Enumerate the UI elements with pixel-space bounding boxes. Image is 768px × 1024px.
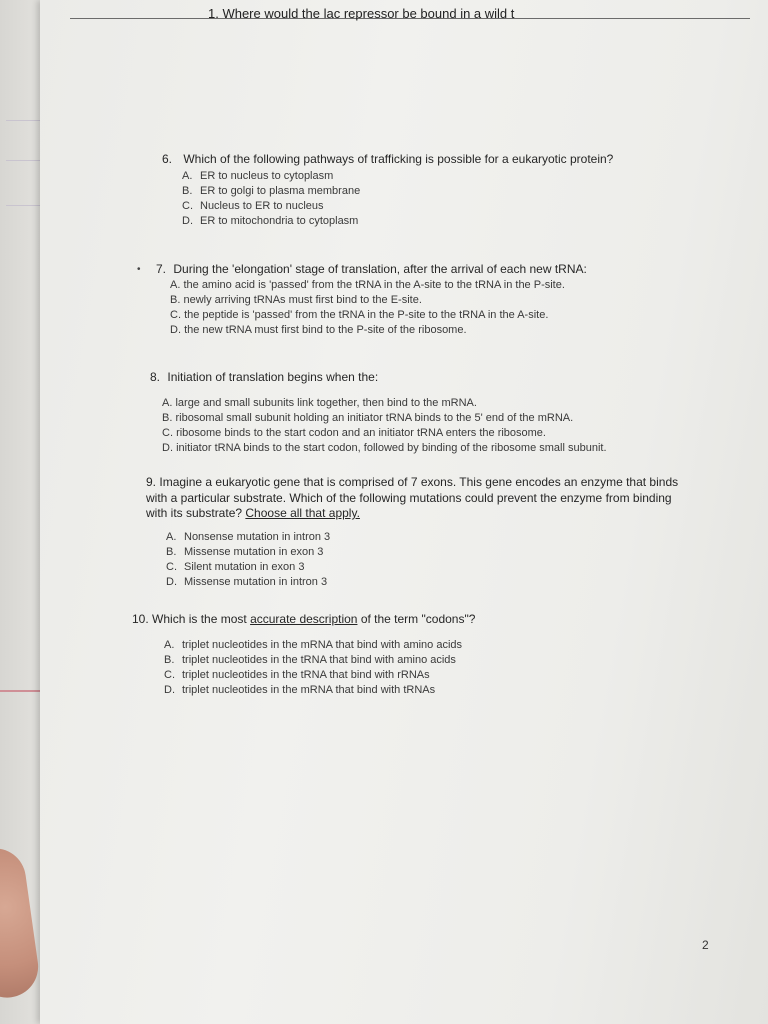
option-6b: B. ER to golgi to plasma membrane: [182, 184, 361, 197]
question-9-stem: 9. Imagine a eukaryotic gene that is comprised of 7 exons. This gene encodes an enzyme that binds with a particular substrate. Which of the following mutations could prevent the enzyme from binding with its substrate? Choose all that apply.: [146, 475, 679, 520]
option-10a: A. triplet nucleotides in the mRNA that bind with amino acids: [164, 638, 463, 651]
bullet-dot: •: [137, 264, 141, 275]
option-10b: B. triplet nucleotides in the tRNA that bind with amino acids: [164, 653, 456, 666]
option-8a: A. large and small subunits link together, then bind to the mRNA.: [162, 396, 477, 409]
question-7: [156, 262, 676, 338]
option-10c: C. triplet nucleotides in the tRNA that bind with rRNAs: [164, 668, 430, 681]
option-6d: D. ER to mitochondria to cytoplasm: [182, 214, 359, 227]
question-8-stem: 8. Initiation of translation begins when the:: [150, 370, 379, 384]
option-7b: B. newly arriving tRNAs must first bind to the E-site.: [170, 293, 422, 306]
option-9c: C. Silent mutation in exon 3: [166, 560, 305, 573]
page-number: 2: [702, 938, 709, 952]
under-sheet-margin-line: [0, 690, 42, 692]
option-7a: A. the amino acid is 'passed' from the tRNA in the A-site to the tRNA in the P-site.: [170, 278, 565, 291]
question-9: [146, 475, 691, 590]
worksheet-page: [40, 0, 768, 1024]
option-6a: A. ER to nucleus to cytoplasm: [182, 169, 334, 182]
question-9-emphasis: Choose all that apply.: [245, 506, 360, 520]
option-8d: D. initiator tRNA binds to the start codon, followed by binding of the ribosome small subunit.: [162, 441, 607, 454]
question-8: [150, 370, 690, 456]
question-6: [162, 152, 682, 229]
option-7d: D. the new tRNA must first bind to the P-site of the ribosome.: [170, 323, 467, 336]
question-7-stem: 7. During the 'elongation' stage of translation, after the arrival of each new tRNA:: [156, 262, 587, 276]
option-8b: B. ribosomal small subunit holding an initiator tRNA binds to the 5' end of the mRNA.: [162, 411, 574, 424]
option-7c: C. the peptide is 'passed' from the tRNA in the P-site to the tRNA in the A-site.: [170, 308, 549, 321]
option-10d: D. triplet nucleotides in the mRNA that bind with tRNAs: [164, 683, 436, 696]
option-9a: A. Nonsense mutation in intron 3: [166, 530, 331, 543]
option-8c: C. ribosome binds to the start codon and an initiator tRNA enters the ribosome.: [162, 426, 546, 439]
question-10: [132, 612, 672, 698]
question-6-stem: 6. Which of the following pathways of trafficking is possible for a eukaryotic protein?: [162, 152, 614, 166]
option-9b: B. Missense mutation in exon 3: [166, 545, 324, 558]
option-9d: D. Missense mutation in intron 3: [166, 575, 328, 588]
cut-off-question: 1. Where would the lac repressor be bound in a wild t: [208, 6, 515, 21]
question-10-emphasis: accurate description: [250, 612, 358, 626]
question-10-stem: 10. Which is the most accurate description of the term "codons"?: [132, 612, 476, 626]
option-6c: C. Nucleus to ER to nucleus: [182, 199, 324, 212]
